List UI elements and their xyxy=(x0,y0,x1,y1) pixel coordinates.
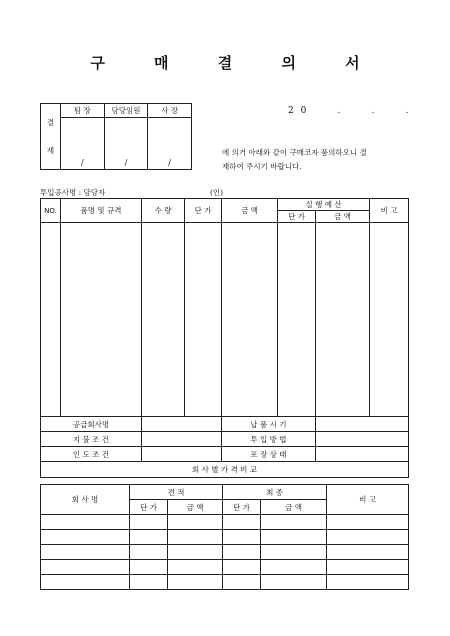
payment-terms-value[interactable] xyxy=(142,432,222,447)
approval-side-label: 결 재 xyxy=(41,104,61,170)
items-budget-unit-cell[interactable] xyxy=(278,223,316,417)
comparison-row[interactable] xyxy=(41,560,409,575)
items-note-cell[interactable] xyxy=(370,223,409,417)
date-field[interactable]: 2 0 . . . xyxy=(288,106,411,116)
items-budget-amount-cell[interactable] xyxy=(316,223,370,417)
stamp-label: (인) xyxy=(210,188,224,197)
header-budget-unit-price: 단 가 xyxy=(278,211,316,223)
approval-sign-team-lead[interactable] xyxy=(61,118,105,157)
comparison-header-final-amount: 금 액 xyxy=(261,500,327,515)
price-comparison-table xyxy=(40,484,409,590)
document-title: 구 매 결 의 서 xyxy=(90,54,382,72)
items-quantity-cell[interactable] xyxy=(142,223,185,417)
comparison-header-final-unit: 단 가 xyxy=(223,500,261,515)
header-unit-price: 단 가 xyxy=(185,199,222,223)
items-unit-price-cell[interactable] xyxy=(185,223,222,417)
items-amount-cell[interactable] xyxy=(222,223,278,417)
header-quantity: 수 량 xyxy=(142,199,185,223)
packaging-value[interactable] xyxy=(316,447,409,462)
organization-label: 투입공사명 : 담당자 xyxy=(40,188,106,197)
comparison-row[interactable] xyxy=(41,575,409,590)
delivery-terms-label: 인 도 조 건 xyxy=(41,447,142,462)
header-no: NO. xyxy=(41,199,61,223)
comparison-title: 회 사 별 가 격 비 교 xyxy=(41,462,409,478)
purchase-items-table xyxy=(40,198,409,478)
packaging-label: 포 장 상 태 xyxy=(222,447,316,462)
approval-header-president: 사 장 xyxy=(148,104,192,118)
payment-terms-label: 지 불 조 건 xyxy=(41,432,142,447)
header-budget-amount: 금 액 xyxy=(316,211,370,223)
header-budget: 실 행 예 산 xyxy=(278,199,370,211)
approval-sign-president[interactable] xyxy=(148,118,192,157)
approval-header-team-lead: 팀 장 xyxy=(61,104,105,118)
approval-date-president[interactable]: / xyxy=(148,156,192,169)
delivery-time-label: 납 품 시 기 xyxy=(222,417,316,432)
comparison-row[interactable] xyxy=(41,515,409,530)
header-item: 품명 및 규격 xyxy=(61,199,142,223)
header-amount: 금 액 xyxy=(222,199,278,223)
request-text: 에 의거 아래와 같이 구매코자 품의하오니 결 재하여 주시기 바랍니다. xyxy=(222,148,367,171)
approval-header-executive: 담당임원 xyxy=(104,104,148,118)
comparison-header-final: 최 종 xyxy=(223,485,327,500)
input-method-value[interactable] xyxy=(316,432,409,447)
items-no-cell[interactable] xyxy=(41,223,61,417)
supplier-label: 공급회사명 xyxy=(41,417,142,432)
comparison-header-quote: 견 적 xyxy=(130,485,223,500)
comparison-header-quote-unit: 단 가 xyxy=(130,500,168,515)
supplier-value[interactable] xyxy=(142,417,222,432)
approval-box xyxy=(40,103,192,170)
approval-date-team-lead[interactable]: / xyxy=(61,156,105,169)
delivery-time-value[interactable] xyxy=(316,417,409,432)
header-note: 비 고 xyxy=(370,199,409,223)
items-name-cell[interactable] xyxy=(61,223,142,417)
comparison-header-quote-amount: 금 액 xyxy=(168,500,223,515)
approval-sign-executive[interactable] xyxy=(104,118,148,157)
input-method-label: 투 입 방 법 xyxy=(222,432,316,447)
approval-date-executive[interactable]: / xyxy=(104,156,148,169)
comparison-row[interactable] xyxy=(41,545,409,560)
comparison-row[interactable] xyxy=(41,530,409,545)
delivery-terms-value[interactable] xyxy=(142,447,222,462)
comparison-header-note: 비 고 xyxy=(327,485,409,515)
comparison-header-company: 회 사 명 xyxy=(41,485,130,515)
